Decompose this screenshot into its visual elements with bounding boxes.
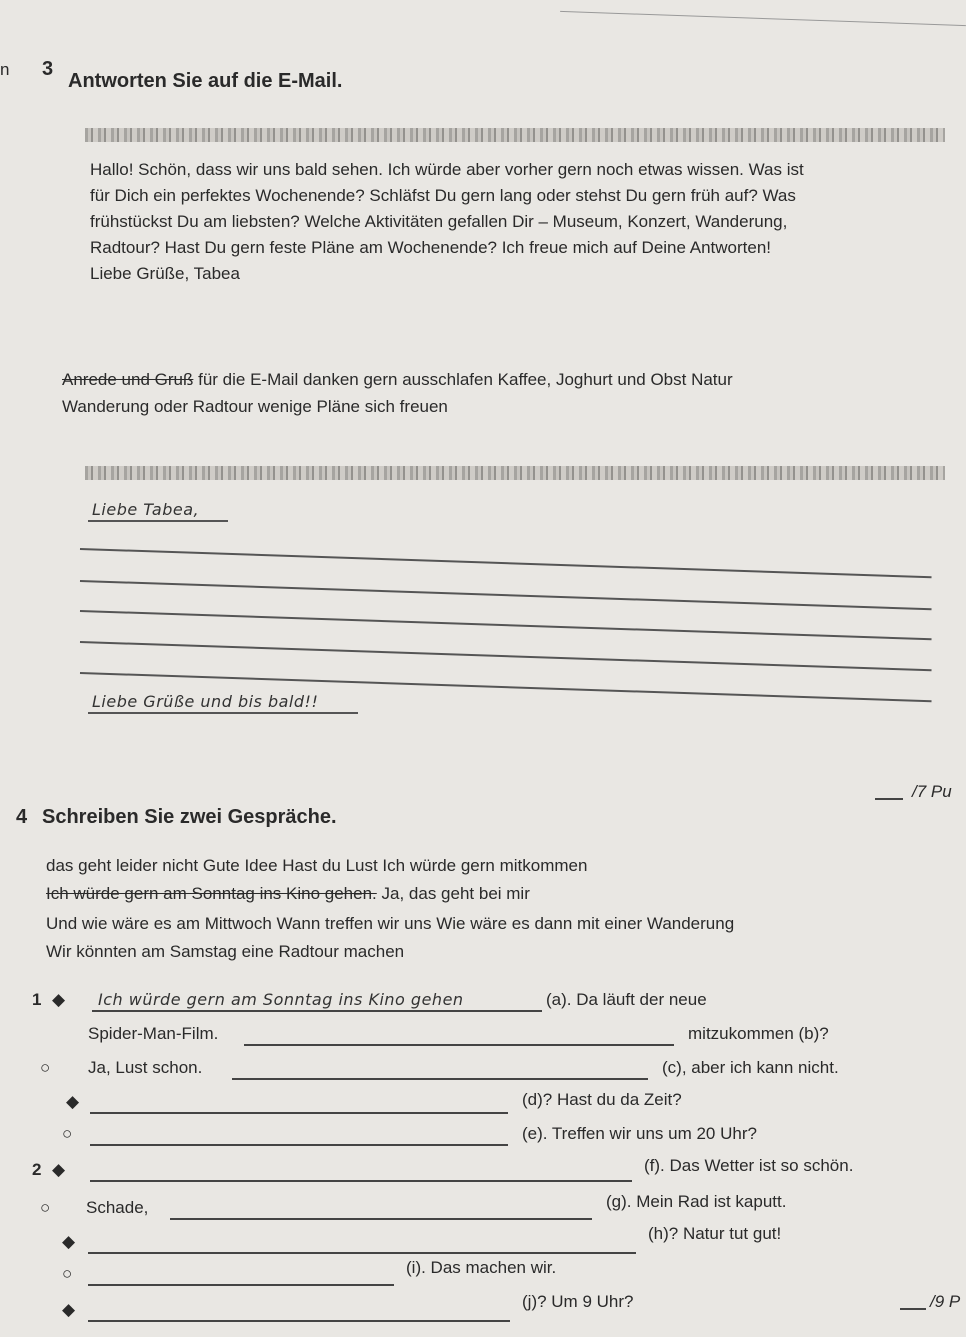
diamond-icon: ◆	[52, 1160, 66, 1179]
email-top-border	[85, 128, 945, 142]
word-bank-4-line2	[46, 884, 530, 904]
email-line: Radtour? Hast Du gern feste Pläne am Wochenende? Ich freue mich auf Deine Antworten!	[90, 238, 772, 257]
word-bank-rest: Ja, das geht bei mir	[381, 884, 530, 903]
answer-top-border	[85, 466, 945, 480]
word-bank-4-line4: Wir könnten am Samstag eine Radtour machen	[46, 942, 405, 961]
writing-line[interactable]	[80, 641, 932, 671]
line-g-text: (g). Mein Rad ist kaputt.	[606, 1192, 787, 1211]
line-f-text: (f). Das Wetter ist so schön.	[644, 1156, 854, 1175]
diamond-icon: ◆	[66, 1092, 80, 1111]
word-bank-4-line3: Und wie wäre es am Mittwoch Wann treffen wir uns Wie wäre es dann mit einer Wanderung	[46, 914, 735, 933]
handwritten-closing: Liebe Grüße und bis bald!!	[92, 692, 319, 711]
line-j-text: (j)? Um 9 Uhr?	[522, 1292, 634, 1311]
line-b-prefix: Spider-Man-Film.	[88, 1024, 219, 1043]
answer-blank-a[interactable]	[92, 1010, 542, 1012]
circle-icon: ○	[62, 1264, 73, 1283]
word-bank-struck: Ich würde gern am Sonntag ins Kino gehen.	[46, 884, 377, 903]
line-a-text: (a). Da läuft der neue	[546, 990, 707, 1009]
line-d-text: (d)? Hast du da Zeit?	[522, 1090, 682, 1109]
line-i-text: (i). Das machen wir.	[406, 1258, 557, 1277]
points-4: /9 P	[930, 1292, 961, 1311]
line-c-prefix: Ja, Lust schon.	[88, 1058, 203, 1077]
exercise-3-number: 3	[42, 58, 54, 80]
answer-blank-c[interactable]	[232, 1078, 648, 1080]
word-bank-rest: für die E-Mail danken gern ausschlafen Kaffee, Joghurt und Obst Natur	[198, 370, 733, 389]
circle-icon: ○	[40, 1058, 51, 1077]
exercise-4-title: Schreiben Sie zwei Gespräche.	[42, 806, 337, 828]
diamond-icon: ◆	[52, 990, 66, 1009]
answer-blank-g[interactable]	[170, 1218, 592, 1220]
line-h-text: (h)? Natur tut gut!	[648, 1224, 782, 1243]
email-line: Hallo! Schön, dass wir uns bald sehen. Ich würde aber vorher gern noch etwas wissen. Was ist	[90, 160, 804, 179]
answer-blank-f[interactable]	[90, 1180, 632, 1182]
line-c-text: (c), aber ich kann nicht.	[662, 1058, 839, 1077]
points-3: /7 Pu	[912, 782, 952, 801]
answer-blank-b[interactable]	[244, 1044, 674, 1046]
writing-line	[88, 520, 228, 522]
circle-icon: ○	[40, 1198, 51, 1217]
points-blank-4[interactable]	[900, 1308, 926, 1310]
line-e-text: (e). Treffen wir uns um 20 Uhr?	[522, 1124, 757, 1143]
word-bank-4-line1: das geht leider nicht Gute Idee Hast du Lust Ich würde gern mitkommen	[46, 856, 588, 875]
margin-mark: n	[0, 60, 10, 79]
line-b-text: mitzukommen (b)?	[688, 1024, 829, 1043]
writing-line	[88, 712, 358, 714]
word-bank-3-line1	[62, 370, 733, 390]
answer-blank-d[interactable]	[90, 1112, 508, 1114]
dialog-2-number: 2	[32, 1160, 42, 1179]
word-bank-struck: Anrede und Gruß	[62, 370, 194, 389]
diamond-icon: ◆	[62, 1300, 76, 1319]
page-edge-line	[560, 11, 966, 26]
exercise-3-title: Antworten Sie auf die E-Mail.	[68, 70, 343, 92]
answer-blank-h[interactable]	[88, 1252, 636, 1254]
word-bank-3-line2: Wanderung oder Radtour wenige Pläne sich freuen	[62, 397, 448, 416]
email-line: frühstückst Du am liebsten? Welche Aktivitäten gefallen Dir – Museum, Konzert, Wanderung,	[90, 212, 788, 231]
writing-line[interactable]	[80, 610, 932, 640]
writing-line[interactable]	[80, 580, 932, 610]
handwritten-answer-a: Ich würde gern am Sonntag ins Kino gehen	[98, 990, 464, 1009]
dialog-1-number: 1	[32, 990, 42, 1009]
answer-blank-i[interactable]	[88, 1284, 394, 1286]
answer-blank-j[interactable]	[88, 1320, 510, 1322]
email-signature: Liebe Grüße, Tabea	[90, 264, 240, 283]
diamond-icon: ◆	[62, 1232, 76, 1251]
circle-icon: ○	[62, 1124, 73, 1143]
line-g-prefix: Schade,	[86, 1198, 149, 1217]
answer-blank-e[interactable]	[90, 1144, 508, 1146]
exercise-4-number: 4	[16, 806, 28, 828]
email-line: für Dich ein perfektes Wochenende? Schläfst Du gern lang oder stehst Du gern früh auf? Was	[90, 186, 796, 205]
handwritten-greeting: Liebe Tabea,	[92, 500, 200, 519]
writing-line[interactable]	[80, 548, 932, 578]
points-blank-3[interactable]	[875, 798, 903, 800]
